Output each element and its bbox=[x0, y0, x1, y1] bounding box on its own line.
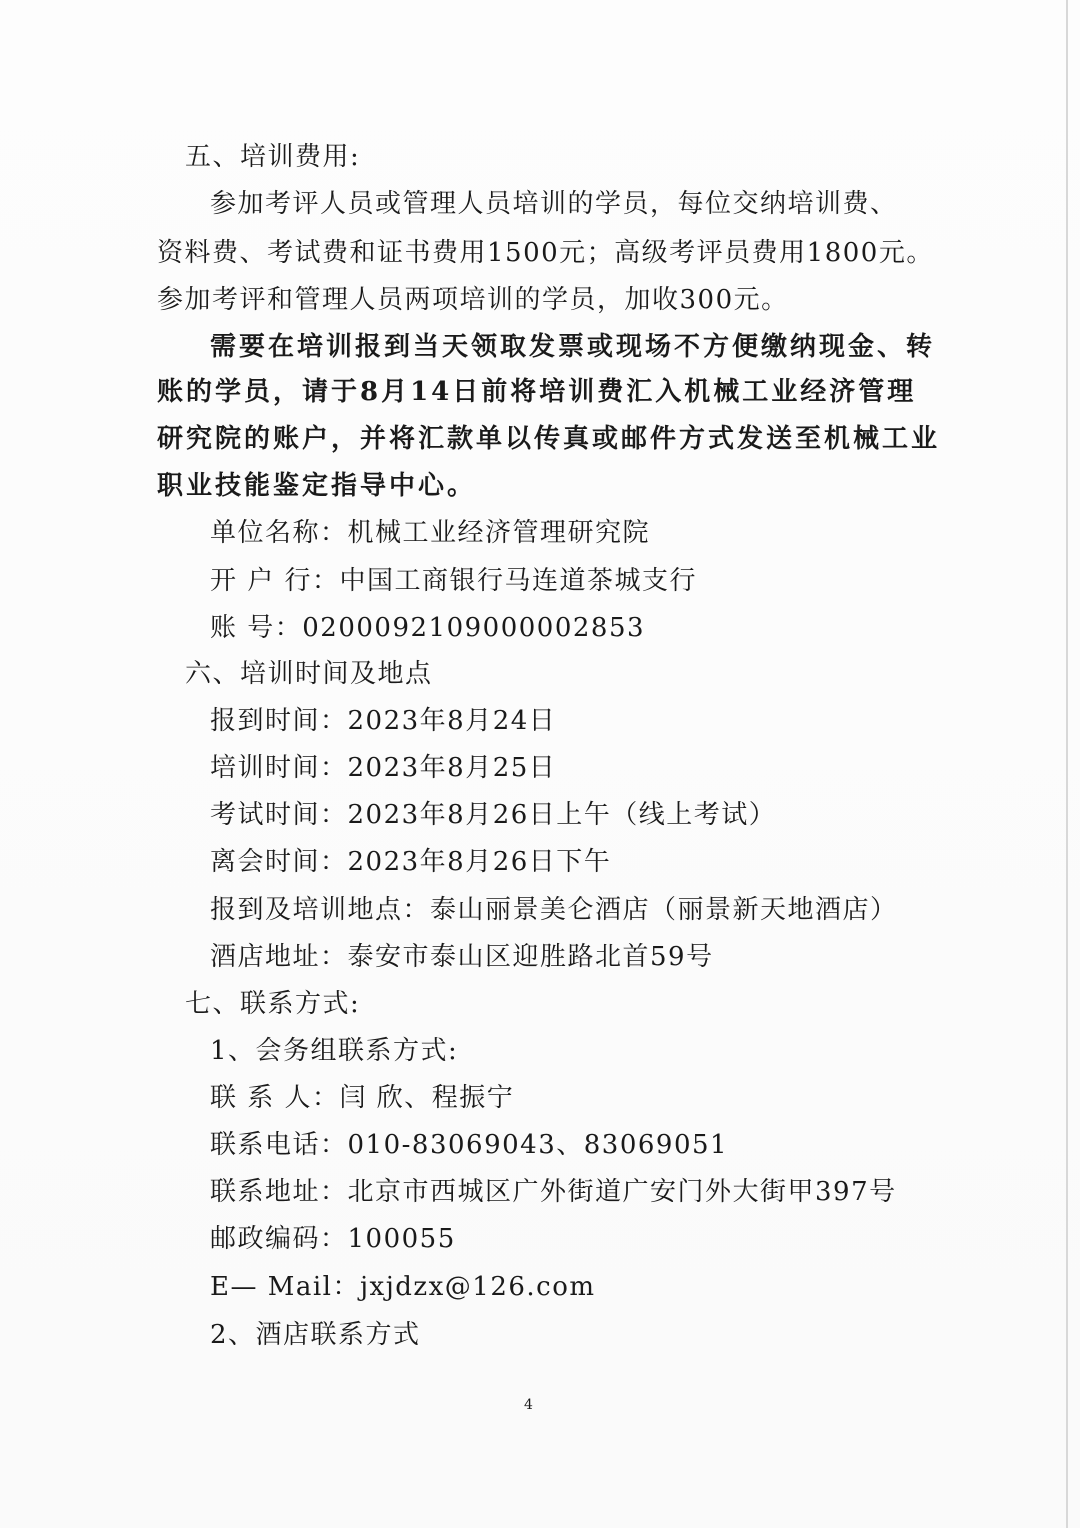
payment-note-line-4: 职业技能鉴定指导中心。 bbox=[157, 471, 477, 501]
payment-note-line-1: 需要在培训报到当天领取发票或现场不方便缴纳现金、转 bbox=[210, 332, 936, 362]
contact-phone: 联系电话：010-83069043、83069051 bbox=[210, 1130, 729, 1160]
fee-paragraph-line-3: 参加考评和管理人员两项培训的学员，加收300元。 bbox=[157, 285, 789, 315]
contact-group-heading: 1、会务组联系方式: bbox=[210, 1036, 459, 1066]
postal-code: 邮政编码：100055 bbox=[210, 1224, 456, 1254]
payment-note-line-3: 研究院的账户，并将汇款单以传真或邮件方式发送至机械工业 bbox=[157, 424, 941, 454]
page-number: 4 bbox=[524, 1397, 533, 1413]
fee-paragraph-line-1: 参加考评人员或管理人员培训的学员，每位交纳培训费、 bbox=[210, 189, 898, 219]
fee-paragraph-line-2: 资料费、考试费和证书费用1500元；高级考评员费用1800元。 bbox=[157, 238, 934, 268]
hotel-contact-heading: 2、酒店联系方式 bbox=[210, 1320, 421, 1350]
page-edge-shadow bbox=[1066, 0, 1068, 1528]
training-time: 培训时间：2023年8月25日 bbox=[210, 753, 557, 783]
training-venue: 报到及培训地点：泰山丽景美仑酒店（丽景新天地酒店） bbox=[210, 895, 898, 925]
hotel-address: 酒店地址：泰安市泰山区迎胜路北首59号 bbox=[210, 942, 714, 972]
section-six-heading: 六、培训时间及地点 bbox=[185, 659, 433, 689]
exam-time: 考试时间：2023年8月26日上午（线上考试） bbox=[210, 800, 777, 830]
bank-account-name: 单位名称：机械工业经济管理研究院 bbox=[210, 518, 651, 548]
contact-email: E— Mail：jxjdzx@126.com bbox=[210, 1272, 596, 1302]
bank-account-number: 账 号：0200092109000002853 bbox=[210, 613, 646, 643]
departure-time: 离会时间：2023年8月26日下午 bbox=[210, 847, 612, 877]
payment-note-line-2: 账的学员，请于8月14日前将培训费汇入机械工业经济管理 bbox=[157, 377, 917, 407]
contact-address: 联系地址：北京市西城区广外街道广安门外大街甲397号 bbox=[210, 1177, 897, 1207]
bank-branch: 开 户 行：中国工商银行马连道茶城支行 bbox=[210, 566, 698, 596]
contact-person: 联 系 人：闫 欣、程振宁 bbox=[210, 1083, 515, 1113]
checkin-time: 报到时间：2023年8月24日 bbox=[210, 706, 557, 736]
section-seven-heading: 七、联系方式: bbox=[185, 989, 361, 1019]
section-five-heading: 五、培训费用: bbox=[185, 142, 361, 172]
